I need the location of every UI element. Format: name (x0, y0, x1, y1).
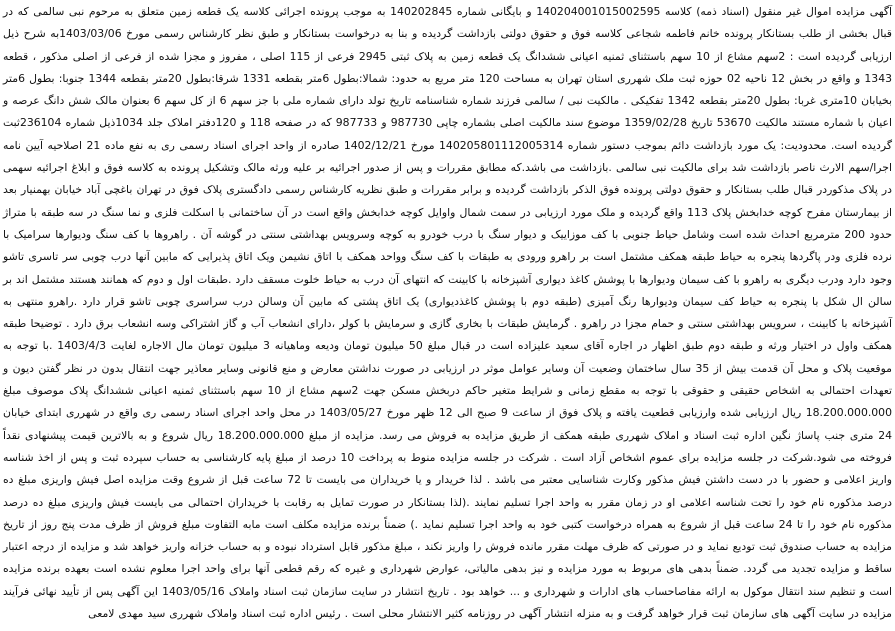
auction-notice-text: آگهی مزایده اموال غیر منقول (اسناد ذمه) کلاسه 140204001015002595 و بایگانی شماره 140202845 به موجب پرونده اجرائی کلاسه یک قطعه زمین متعلق به مرحوم نبی سالمی که در قبال بخشی از طلب بستانکار پرونده خانم فاطمه شجاعی کلاسه فوق و حقوق دولتی بازداشت گردیده و بنا به درخواست بستانکار و طبق نظر کارشناس رسمی مورخ 1403/03/06به شرح ذیل ارزیابی گردیده است : 2سهم مشاع از 10 سهم باستثنای ثمنیه اعیانی ششدانگ یک قطعه زمین به پلاک ثبتی 2945 فرعی از 115 اصلی ، مفروز و مجزا شده از فرعی از اصلی مذکور ، قطعه 1343 و واقع در بخش 12 ناحیه 02 حوزه ثبت ملک شهرری استان تهران به مساحت 120 متر مربع به حدود: شمالا:بطول 6متر بقطعه 1331 شرقا:بطول 20متر بقطعه 1344 جنوبا: بطول 6متر بخیابان 10متری غربا: بطول 20متر بقطعه 1342 تفکیکی . مالکیت نبی / سالمی فرزند شماره شناسنامه تاریخ تولد دارای شماره ملی با جز سهم 6 از کل سهم 6 بعنوان مالک شش دانگ عرصه و اعیان با شماره مستند مالکیت 53670 تاریخ 1359/02/28 موضوع سند مالکیت اصلی بشماره چاپی 987730 و 987733 که در صفحه 118 و 120دفتر املاک جلد 1034ذیل شماره 236104ثبت گردیده است. محدودیت: یک مورد بازداشت دائم بموجب دستور شماره 140205801112005314 مورخ 1402/12/21 صادره از واحد اجرای اسناد رسمی ری به نفع ماده 21 اصلاحیه آیین نامه اجرا/سهم الارث ناصر بازداشت شد برای مالکیت نبی سالمی .بازداشت می باشد.که مطابق مقررات و پس از صدور اجرائیه بر علیه ورثه مالک وتشکیل پرونده به کلاسه فوق و ابلاغ اجرائیه سهمی در پلاک مذکوردر قبال طلب بستانکار و حقوق دولتی پرونده فوق الذکر بازداشت گردیده و برابر مقررات و طبق نظریه کارشناس رسمی دادگستری پلاک فوق در تهران باغچی آباد خیابان بهمنیار بعد از بیمارستان مفرح کوچه خدابخش پلاک 113 واقع گردیده و ملک مورد ارزیابی در سمت شمال واوایل کوچه خدابخش واقع است در آن ساختمانی با اسکلت فلزی و نما سنگ در سه طبقه با متراژ حدود 200 مترمربع احداث شده است وشامل حیاط جنوبی با کف موزاییک و دیوار سنگ با درب خودرو به کوچه وسرویس بهداشتی سنتی در گوشه آن . راهروها با کف سنگ ودیوارها سرامیک با نرده فلزی ودر پاگردها پنجره به حیاط طبقه همکف مشتمل است بر راهرو ورودی به طبقات با کف سنگ وواحد همکف با اتاق نشیمن ویک اتاق پذیرایی که مابین آنها درب چوبی سر تاسری تاشو وجود دارد ودرب دیگری به راهرو با کف سیمان ودیوارها با پوشش کاغذ دیواری آشپزخانه با کابینت که انتهای آن درب به حیاط خلوت مسقف دارد .طبقات اول و دوم که همانند هستند مشتمل اند بر سالن ال شکل با پنجره به حیاط کف سیمان ودیوارها رنگ آمیزی (طبقه دوم با پوشش کاغذدیواری) یک اتاق پشتی که مابین آن وسالن درب سراسری چوبی تاشو قرار دارد .راهرو منتهی به آشپزخانه با کابینت ، سرویس بهداشتی سنتی و حمام مجزا در راهرو . گرمایش طبقات با بخاری گازی و سرمایش با کولر ،دارای انشعاب آب و گاز اشتراکی وسه انشعاب برق دارد . توضیحا طبقه همکف واول در اختیار ورثه و طبقه دوم طبق اظهار در اجاره آقای سعید علیزاده است در قبال مبلغ 50 میلیون تومان ودیعه وماهیانه 3 میلیون تومان مال الاجاره لغایت 1403/4/3 .با توجه به موقعیت پلاک و محل آن قدمت بیش از 35 سال ساختمان وضعیت آن وسایر عوامل موثر در ارزیابی در صورت نداشتن معارض و منع قانونی وسایر معاذیر جهت انتقال بدون در نظر گفتن دیون و تعهدات احتمالی به اشخاص حقیقی و حقوقی با توجه به مقطع زمانی و شرایط متغیر حاکم دربخش مسکن جهت 2سهم مشاع از 10 سهم باستثنای ثمنیه اعیانی ششدانگ پلاک موصوف مبلغ 18.200.000.000 ریال ارزیابی شده وارزیابی قطعیت یافته و پلاک فوق از ساعت 9 صبح الی 12 ظهر مورخ 1403/05/27 در محل واحد اجرای اسناد رسمی ری واقع در شهرری ابتدای خیابان 24 متری جنب پاساژ نگین اداره ثبت اسناد و املاک شهرری طبقه همکف از طریق مزایده به فروش می رسد. مزایده از مبلغ 18.200.000.000 ریال شروع و به بالاترین قیمت پیشنهادی نقداً فروخته می شود.شرکت در جلسه مزایده برای عموم اشخاص آزاد است . شرکت در جلسه مزایده منوط به پرداخت 10 درصد از مبلغ پایه کارشناسی به حساب سپرده ثبت و پس از اخذ شناسه واریز اعلامی و حضور با در دست داشتن فیش مذکور وکارت شناسایی معتبر می باشد . لذا خریدار و یا خریداران می بایست تا 72 ساعت قبل از شروع وقت مزایده اصل فیش واریزی مبلغ ده درصد مذکوره نام خود را تحت شناسه اعلامی او در زمان مقرر به واحد اجرا تسلیم نمایند .(لذا بستانکار در صورت تمایل به رقابت با خریداران احتمالی می بایست فیش واریزی مبلغ ده درصد مذکوره نام خود را تا 24 ساعت قبل از شروع به همراه درخواست کتبی خود به واحد اجرا تسلیم نماید .) ضمناً برنده مزایده مکلف است مابه التفاوت مبلغ فروش از ظرف مدت پنج روز از تاریخ مزایده به حساب صندوق ثبت توديع نمايد و در صورتی که ظرف مهلت مقرر مانده فروش را واریز نکند ، مبلغ مذکور قابل استرداد نبوده و به حساب خزانه واریز خواهد شد و مزایده از درجه اعتبار ساقط و مزایده تجدید می گردد. ضمناً بدهی های مربوط به مورد مزایده و نیز بدهی مالیاتی، عوارض شهرداری و غیره که رقم قطعی آنها برای واحد اجرا معلوم نشده است بعهده برنده مزایده است و تنظیم سند انتقال موکول به ارائه مفاصاحساب های ادارات و شهرداری و ... خواهد بود . تاریخ انتشار در سایت سازمان ثبت اسناد واملاک 1403/05/16 این آگهی پس از تأیید نهائی فرآیند مزایده در سایت آگهی های سازمان ثبت قرار خواهد گرفت و به منزله انتشار آگهی در روزنامه کثیر الانتشار محلی است . رئیس اداره ثبت اسناد واملاک شهرری سید مهدی لامعی (3, 5, 893, 621)
